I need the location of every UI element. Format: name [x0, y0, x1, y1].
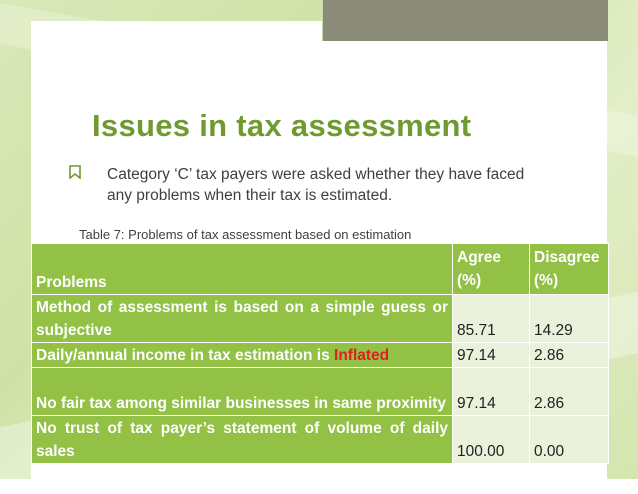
problem-cell: No fair tax among similar businesses in same proximity [32, 368, 453, 416]
problem-text: Daily/annual income in tax estimation is [36, 347, 335, 364]
problem-cell: Method of assessment is based on a simple guess or subjective [32, 295, 453, 343]
agree-cell: 97.14 [453, 343, 530, 368]
table-row [32, 295, 609, 343]
header-problems: Problems [32, 244, 453, 295]
table-row [32, 343, 609, 368]
table-caption: Table 7: Problems of tax assessment based on estimation [79, 227, 412, 242]
disagree-cell: 2.86 [530, 343, 609, 368]
disagree-cell: 14.29 [530, 295, 609, 343]
slide-title: Issues in tax assessment [92, 108, 472, 143]
inflated-highlight: Inflated [334, 347, 390, 364]
table-row [32, 368, 609, 416]
top-accent-bar [322, 0, 608, 41]
bookmark-icon [68, 165, 88, 185]
disagree-cell: 2.86 [530, 368, 609, 416]
disagree-cell: 0.00 [530, 416, 609, 464]
problems-table [31, 243, 609, 464]
header-agree: Agree (%) [453, 244, 530, 295]
problem-cell: No trust of tax payer’s statement of volume of daily sales [32, 416, 453, 464]
agree-cell: 97.14 [453, 368, 530, 416]
table-row [32, 416, 609, 464]
problem-cell [32, 343, 453, 368]
bullet-text: Category ‘C’ tax payers were asked whether they have faced any problems when their tax is estimated. [107, 166, 525, 204]
agree-cell: 100.00 [453, 416, 530, 464]
agree-cell: 85.71 [453, 295, 530, 343]
header-disagree: Disagree (%) [530, 244, 609, 295]
table-header-row [32, 244, 609, 295]
